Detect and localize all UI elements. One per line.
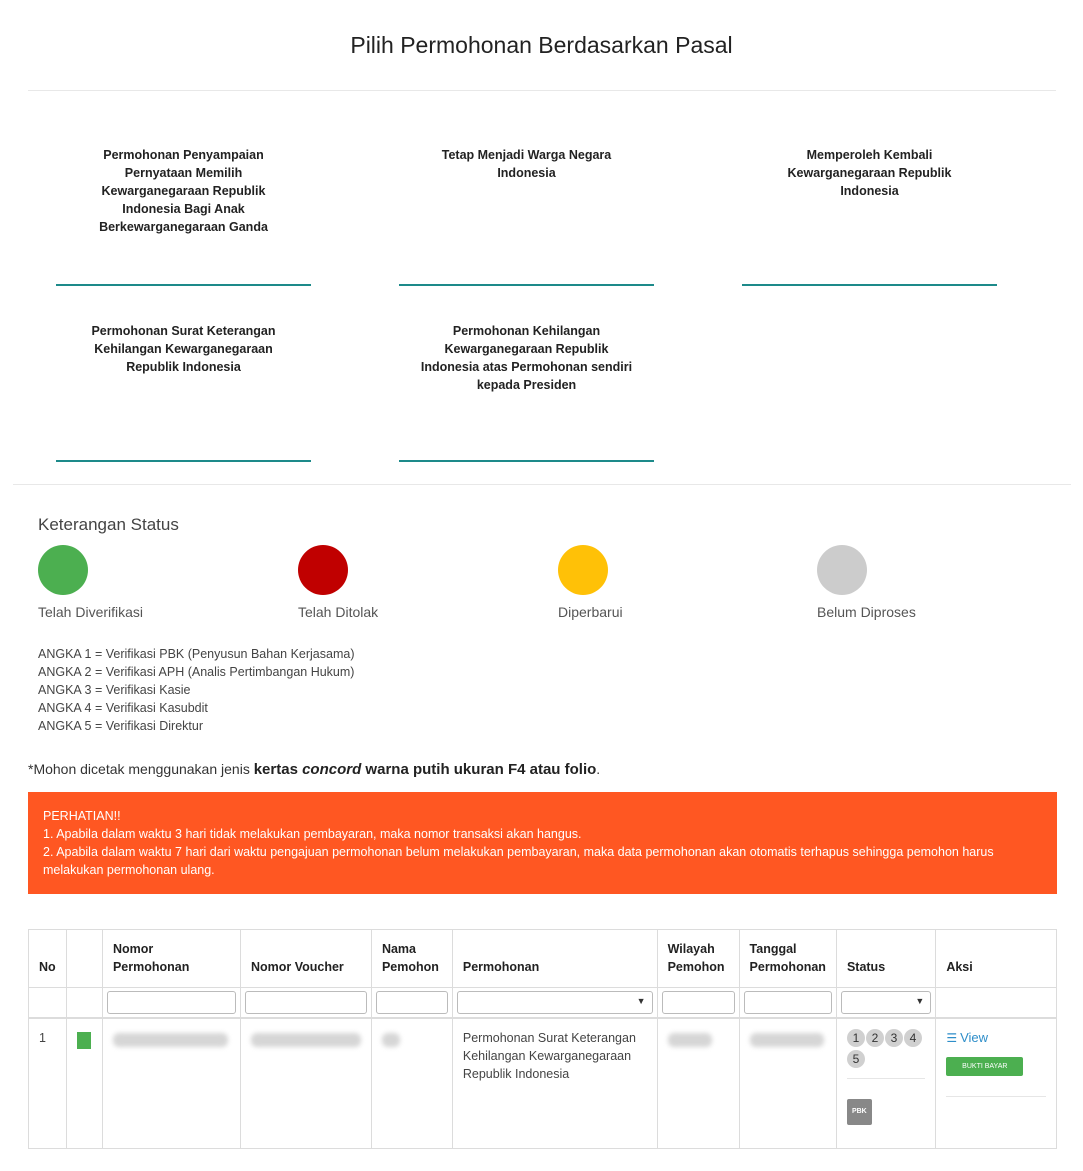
col-header-wilayah-pemohon[interactable]: Wilayah Pemohon [657,930,739,988]
caret-down-icon: ▼ [915,996,925,1006]
aksi-divider [946,1096,1046,1097]
cell-color [66,1018,102,1148]
filter-nomor-permohonan-input[interactable] [107,991,236,1014]
filter-wilayah-pemohon-input[interactable] [662,991,735,1014]
divider [28,90,1056,91]
step-badge: 4 [904,1029,922,1047]
redacted-value [113,1033,228,1047]
note-prefix: *Mohon dicetak menggunakan jenis [28,761,254,777]
step-badge: 3 [885,1029,903,1047]
status-steps [847,1029,925,1068]
step-badge: 5 [847,1050,865,1068]
filter-cell [240,988,371,1019]
col-header-status[interactable]: Status [836,930,935,988]
card-underline [56,460,311,462]
filter-cell [657,988,739,1019]
col-header-nomor-voucher[interactable]: Nomor Voucher [240,930,371,988]
card-underline [742,284,997,286]
angka-item: ANGKA 2 = Verifikasi APH (Analis Pertimbangan Hukum) [38,665,355,679]
angka-item: ANGKA 1 = Verifikasi PBK (Penyusun Bahan Kerjasama) [38,647,355,661]
yellow-status-dot [558,545,608,595]
cell-wilayah-pemohon [657,1018,739,1148]
angka-item: ANGKA 4 = Verifikasi Kasubdit [38,701,208,715]
cell-aksi [936,1018,1057,1148]
filter-status-select[interactable] [841,991,931,1014]
cell-status [836,1018,935,1148]
angka-item: ANGKA 5 = Verifikasi Direktur [38,719,203,733]
filter-cell [836,988,935,1019]
view-link[interactable]: ☰ View [946,1030,989,1045]
legend-item-verified [38,545,143,620]
filter-cell [371,988,452,1019]
legend-label: Telah Diverifikasi [38,604,144,620]
cell-no: 1 [29,1018,67,1148]
card-underline [399,284,654,286]
step-badge: 2 [866,1029,884,1047]
card-label: Permohonan Penyampaian Pernyataan Memilih Kewarganegaraan Republik Indonesia Bagi Anak Berkewarganegaraan Ganda [99,148,268,234]
card-label: Permohonan Surat Keterangan Kehilangan Kewarganegaraan Republik Indonesia [91,324,276,374]
caret-down-icon: ▼ [636,996,646,1006]
table-row [29,1018,1057,1148]
list-icon: ☰ [946,1031,958,1045]
card-label: Permohonan Kehilangan Kewarganegaraan Republik Indonesia atas Permohonan sendiri kepada Presiden [420,324,633,392]
card-surat-keterangan-kehilangan[interactable] [56,322,311,462]
permohonan-table [28,929,1057,1149]
legend-item-updated [558,545,623,620]
filter-cell [452,988,657,1019]
card-tetap-wni[interactable] [399,146,654,286]
cell-permohonan: Permohonan Surat Keterangan Kehilangan Kewarganegaraan Republik Indonesia [452,1018,657,1148]
card-label: Memperoleh Kembali Kewarganegaraan Republik Indonesia [787,148,952,198]
angka-list [38,645,354,735]
col-header-nama-pemohon[interactable]: Nama Pemohon [371,930,452,988]
col-header-color [66,930,102,988]
cell-nomor-voucher [240,1018,371,1148]
status-divider [847,1078,925,1079]
filter-nomor-voucher-input[interactable] [245,991,367,1014]
red-status-dot [298,545,348,595]
card-pernyataan-memilih[interactable] [56,146,311,286]
filter-cell-empty [66,988,102,1019]
page-title: Pilih Permohonan Berdasarkan Pasal [350,32,733,58]
redacted-value [668,1033,712,1047]
alert-title: PERHATIAN!! [43,809,121,823]
legend-title: Keterangan Status [38,515,179,534]
grey-status-dot [817,545,867,595]
card-underline [56,284,311,286]
cell-nama-pemohon [371,1018,452,1148]
filter-cell [739,988,836,1019]
angka-item: ANGKA 3 = Verifikasi Kasie [38,683,191,697]
filter-permohonan-select[interactable] [457,991,653,1014]
card-label: Tetap Menjadi Warga Negara Indonesia [441,148,612,180]
cell-tanggal-permohonan [739,1018,836,1148]
col-header-no[interactable]: No [29,930,67,988]
card-underline [399,460,654,462]
legend-item-rejected [298,545,378,620]
alert-line: 2. Apabila dalam waktu 7 hari dari waktu pengajuan permohonan belum melakukan pembayaran, maka data permohonan akan otomatis terhapus sehingga pemohon harus melakukan permohonan ulang. [43,845,994,877]
bukti-bayar-button[interactable]: BUKTI BAYAR [946,1057,1023,1076]
legend-label: Telah Ditolak [298,604,379,620]
filter-cell-empty [936,988,1057,1019]
filter-tanggal-permohonan-input[interactable] [744,991,832,1014]
col-header-permohonan[interactable]: Permohonan [452,930,657,988]
filter-nama-pemohon-input[interactable] [376,991,448,1014]
redacted-value [382,1033,400,1047]
filter-cell [102,988,240,1019]
redacted-value [251,1033,361,1047]
divider [13,484,1071,485]
warning-alert [28,792,1057,894]
green-status-dot [38,545,88,595]
card-kehilangan-kepada-presiden[interactable] [399,322,654,462]
pbk-badge: PBK [847,1099,872,1125]
legend-label: Belum Diproses [817,604,916,620]
note-bold: kertas concord warna putih ukuran F4 atau folio [253,761,597,778]
step-badge: 1 [847,1029,865,1047]
col-header-aksi: Aksi [936,930,1057,988]
alert-line: 1. Apabila dalam waktu 3 hari tidak melakukan pembayaran, maka nomor transaksi akan hangus. [43,827,582,841]
note-suffix: . [596,761,601,777]
filter-cell-empty [29,988,67,1019]
col-header-tanggal-permohonan[interactable]: Tanggal Permohonan [739,930,836,988]
col-header-nomor-permohonan[interactable]: Nomor Permohonan [102,930,240,988]
card-memperoleh-kembali[interactable] [742,146,997,286]
cell-nomor-permohonan [102,1018,240,1148]
redacted-value [750,1033,824,1047]
status-color-indicator [77,1032,91,1049]
legend-item-pending [817,545,916,620]
legend-label: Diperbarui [558,604,623,620]
print-note [28,761,600,778]
